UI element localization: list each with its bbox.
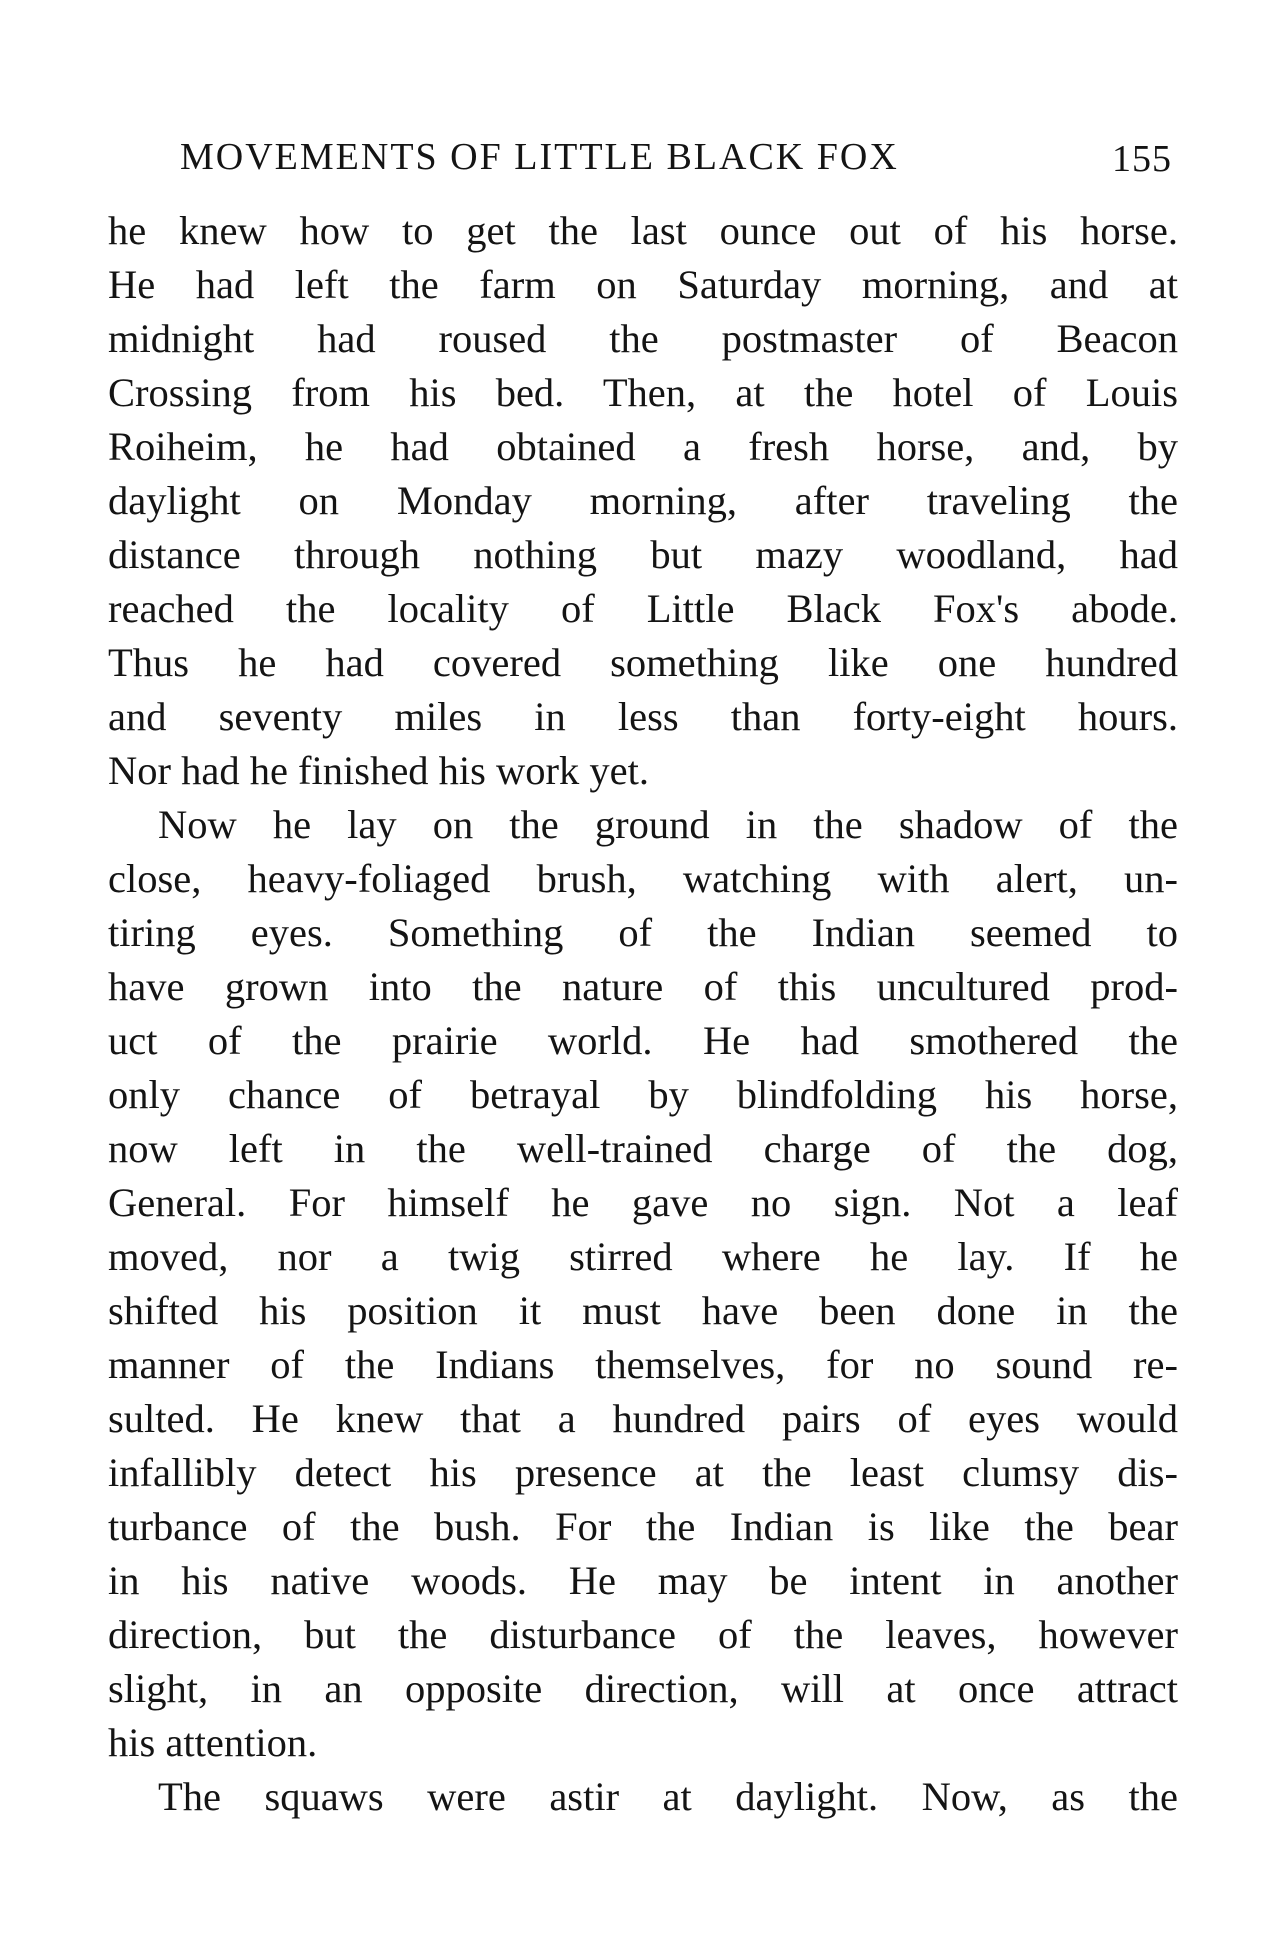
text-line: his attention. xyxy=(108,1720,318,1765)
text-line: distance through nothing but mazy woodland, had xyxy=(108,532,1178,577)
text-line: slight, in an opposite direction, will at once attract xyxy=(108,1666,1178,1711)
text-line: He had left the farm on Saturday morning, and at xyxy=(108,262,1178,307)
text-line: in his native woods. He may be intent in another xyxy=(108,1558,1178,1603)
text-line: and seventy miles in less than forty-eight hours. xyxy=(108,694,1178,739)
text-line: Crossing from his bed. Then, at the hotel of Louis xyxy=(108,370,1178,415)
text-line: midnight had roused the postmaster of Beacon xyxy=(108,316,1178,361)
page-number: 155 xyxy=(1112,138,1172,180)
text-line: Roiheim, he had obtained a fresh horse, and, by xyxy=(108,424,1178,469)
text-line: Nor had he finished his work yet. xyxy=(108,748,650,793)
text-line: Thus he had covered something like one hundred xyxy=(108,640,1178,685)
body-text xyxy=(108,204,1178,1824)
text-line: infallibly detect his presence at the least clumsy dis- xyxy=(108,1450,1178,1495)
text-line: daylight on Monday morning, after traveling the xyxy=(108,478,1178,523)
running-title: MOVEMENTS OF LITTLE BLACK FOX xyxy=(180,136,899,178)
text-line: sulted. He knew that a hundred pairs of eyes would xyxy=(108,1396,1178,1441)
text-line: The squaws were astir at daylight. Now, as the xyxy=(158,1774,1178,1819)
text-line: Now he lay on the ground in the shadow of the xyxy=(158,802,1178,847)
text-line: only chance of betrayal by blindfolding his horse, xyxy=(108,1072,1178,1117)
text-line: direction, but the disturbance of the leaves, however xyxy=(108,1612,1178,1657)
text-line: shifted his position it must have been done in the xyxy=(108,1288,1178,1333)
text-line: reached the locality of Little Black Fox's abode. xyxy=(108,586,1178,631)
text-line: moved, nor a twig stirred where he lay. If he xyxy=(108,1234,1178,1279)
text-line: uct of the prairie world. He had smothered the xyxy=(108,1018,1178,1063)
running-head xyxy=(108,133,1178,181)
text-line: manner of the Indians themselves, for no sound re- xyxy=(108,1342,1178,1387)
text-line: now left in the well-trained charge of the dog, xyxy=(108,1126,1178,1171)
text-line: have grown into the nature of this uncultured prod- xyxy=(108,964,1178,1009)
text-line: tiring eyes. Something of the Indian seemed to xyxy=(108,910,1178,955)
text-line: turbance of the bush. For the Indian is like the bear xyxy=(108,1504,1178,1549)
text-line: close, heavy-foliaged brush, watching with alert, un- xyxy=(108,856,1178,901)
text-line: General. For himself he gave no sign. Not a leaf xyxy=(108,1180,1178,1225)
text-line: he knew how to get the last ounce out of his horse. xyxy=(108,208,1178,253)
